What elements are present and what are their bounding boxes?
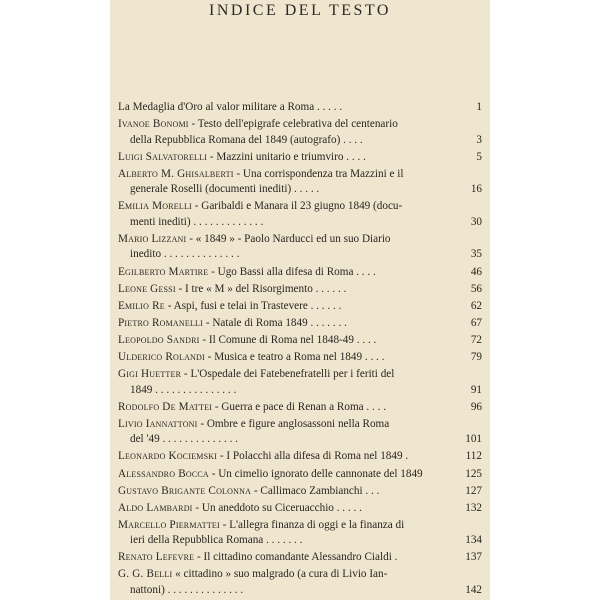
toc-entry-author: Aldo Lambardi (118, 501, 193, 514)
toc-entry-author: Emilio Re (118, 299, 165, 312)
toc-entry-author: G. G. Belli (118, 568, 173, 581)
toc-entry-page-number: 67 (470, 316, 482, 329)
toc-entry (118, 484, 482, 500)
toc-entry-title-text: - « 1849 » - Paolo Narducci ed un suo Diario (186, 232, 391, 245)
book-page (110, 0, 490, 600)
toc-entry-title-text: - Aspi, fusi e telai in Trastevere . . . . . . (164, 299, 342, 312)
toc-entry (118, 550, 482, 566)
toc-entry-page-number: 16 (470, 183, 482, 196)
toc-entry-title-text: « cittadino » suo malgrado (a cura di Livio Ian- (172, 568, 388, 581)
toc-entry-page-number: 142 (465, 583, 482, 596)
toc-entry-page-number: 79 (470, 351, 482, 364)
toc-entry-title-text: - Ugo Bassi alla difesa di Roma . . . . (208, 265, 376, 278)
toc-entry-author: Gustavo Brigante Colonna (118, 484, 252, 497)
toc-entry-title-text: La Medaglia d'Oro al valor militare a Roma . . . . . (118, 101, 343, 113)
toc-entry-first-line (118, 484, 482, 500)
toc-entry-page-number: 125 (465, 467, 482, 480)
toc-entry-first-line (118, 117, 482, 133)
toc-entry-title-text: - Mazzini unitario e triumviro . . . . (207, 150, 366, 163)
toc-entry-title-text: - Testo dell'epigrafe celebrativa del centenario (188, 118, 398, 131)
toc-entry-title-text: 1849 . . . . . . . . . . . . . . . (130, 383, 237, 396)
toc-entry-first-line (118, 417, 482, 433)
toc-entry (118, 367, 482, 398)
toc-entry-page-number: 56 (470, 282, 482, 295)
toc-entry-author: Pietro Romanelli (118, 316, 204, 329)
toc-entry-author: Luigi Salvatorelli (118, 150, 208, 163)
toc-entry-page-number: 101 (465, 433, 482, 446)
toc-entry-page-number: 5 (476, 150, 482, 163)
toc-entry-first-line (118, 316, 482, 332)
toc-entry-first-line (118, 550, 482, 566)
toc-entry-page-number: 72 (470, 333, 482, 346)
toc-entry-author: Emilia Morelli (118, 200, 192, 213)
toc-entry (118, 467, 482, 483)
toc-entry-first-line (118, 265, 482, 281)
toc-entry-first-line (118, 167, 482, 183)
toc-entry-first-line (118, 282, 482, 298)
toc-entry-page-number: 62 (470, 299, 482, 312)
toc-entry (118, 282, 482, 298)
toc-entry-page-number: 1 (476, 101, 482, 113)
toc-entry-first-line (118, 199, 482, 215)
toc-entry-first-line (118, 333, 482, 349)
toc-entry (118, 501, 482, 517)
toc-entry-title-text: della Repubblica Romana del 1849 (autografo) . . . . (130, 133, 363, 146)
toc-entry-author: Egilberto Martire (118, 265, 209, 278)
toc-entry-title-text: - I tre « M » del Risorgimento . . . . . . (175, 282, 347, 295)
toc-entry-page-number: 3 (476, 133, 482, 146)
toc-entry-author: Leonardo Kociemski (118, 450, 218, 463)
toc-entry-title-text: - Un aneddoto su Ciceruacchio . . . . . (192, 501, 362, 514)
toc-entry-title-text: - Garibaldi e Manara il 23 giugno 1849 (docu- (191, 200, 403, 213)
toc-entry-page-number: 46 (470, 265, 482, 278)
toc-entry (118, 449, 482, 465)
toc-entry-page-number: 132 (465, 501, 482, 514)
toc-entry (118, 199, 482, 230)
toc-entry-author: Rodolfo De Mattei (118, 400, 213, 413)
toc-entry-author: Ulderico Rolandi (118, 351, 205, 364)
toc-entry (118, 299, 482, 315)
toc-entry-author: Alberto M. Ghisalberti (118, 167, 234, 180)
toc-entry-author: Livio Iannattoni (118, 417, 198, 430)
toc-entry-author: Leopoldo Sandri (118, 333, 200, 346)
toc-entry-title-text: - L'allegra finanza di oggi e la finanza di (219, 518, 405, 531)
toc-entry (118, 232, 482, 263)
toc-entry-page-number: 134 (465, 534, 482, 547)
toc-entry-continuation-line (118, 247, 482, 263)
toc-entry-title-text: - Il Comune di Roma nel 1848-49 . . . . (199, 333, 377, 346)
toc-entry-page-number: 96 (470, 400, 482, 413)
toc-entry (118, 567, 482, 598)
toc-entry-page-number: 127 (465, 484, 482, 497)
toc-entry (118, 167, 482, 198)
page-title: INDICE DEL TESTO (209, 2, 391, 19)
toc-entry-first-line (118, 518, 482, 534)
toc-entry-page-number: 35 (470, 248, 482, 261)
toc-entry-continuation-line (118, 182, 482, 198)
table-of-contents (118, 100, 482, 600)
toc-entry-continuation-line (118, 583, 482, 599)
toc-entry (118, 350, 482, 366)
toc-entry-title-text: - Callimaco Zambianchi . . . (251, 484, 380, 497)
toc-entry-author: Leone Gessi (118, 282, 176, 295)
toc-entry-title-text: generale Roselli (documenti inediti) . . . . . (130, 183, 320, 196)
toc-entry-first-line (118, 367, 482, 383)
toc-entry-title-text: - Il cittadino comandante Alessandro Cialdi . (194, 551, 398, 564)
toc-entry-title-text: - Guerra e pace di Renan a Roma . . . . (212, 400, 386, 413)
toc-entry-title-text: - Un cimelio ignorato delle cannonate del 1849 (208, 467, 423, 480)
toc-entry-continuation-line (118, 215, 482, 231)
toc-entry (118, 417, 482, 448)
toc-entry-first-line (118, 100, 482, 116)
toc-entry-author: Marcello Piermattei (118, 518, 220, 531)
toc-entry-page-number: 30 (470, 215, 482, 228)
toc-entry-title-text: menti inediti) . . . . . . . . . . . . . (130, 215, 264, 228)
toc-entry-continuation-line (118, 133, 482, 149)
toc-entry (118, 400, 482, 416)
toc-entry-title-text: nattoni) . . . . . . . . . . . . . . (130, 583, 244, 596)
toc-entry-title-text: - Ombre e figure anglosassoni nella Roma (197, 417, 390, 430)
toc-entry-continuation-line (118, 383, 482, 399)
toc-entry (118, 100, 482, 116)
toc-entry-title-text: - Musica e teatro a Roma nel 1849 . . . . (204, 351, 385, 364)
toc-entry-first-line (118, 467, 482, 483)
toc-entry-page-number: 137 (465, 551, 482, 564)
toc-entry-first-line (118, 350, 482, 366)
toc-entry-title-text: inedito . . . . . . . . . . . . . . (130, 248, 240, 261)
toc-entry-author: Gigi Huetter (118, 368, 182, 381)
toc-entry-title-text: - Natale di Roma 1849 . . . . . . . (203, 316, 347, 329)
toc-entry-continuation-line (118, 533, 482, 549)
toc-entry (118, 333, 482, 349)
toc-entry-author: Alessandro Bocca (118, 467, 209, 480)
toc-entry-continuation-line (118, 432, 482, 448)
toc-entry-author: Ivanoe Bonomi (118, 118, 189, 131)
toc-entry-first-line (118, 299, 482, 315)
toc-entry-author: Mario Lizzani (118, 232, 187, 245)
toc-entry-first-line (118, 449, 482, 465)
toc-entry-page-number: 91 (470, 383, 482, 396)
toc-entry-title-text: - Una corrispondenza tra Mazzini e il (233, 167, 404, 180)
toc-entry-first-line (118, 400, 482, 416)
toc-entry-title-text: - L'Ospedale dei Fatebenefratelli per i feriti del (181, 368, 395, 381)
toc-entry-author: Renato Lefevre (118, 551, 195, 564)
toc-entry (118, 518, 482, 549)
toc-entry-title-text: del '49 . . . . . . . . . . . . . . (130, 433, 238, 446)
toc-entry-first-line (118, 567, 482, 583)
toc-entry-page-number: 112 (465, 450, 482, 463)
toc-entry (118, 316, 482, 332)
toc-entry-first-line (118, 150, 482, 166)
toc-entry-title-text: ieri della Repubblica Romana . . . . . . . (130, 534, 303, 547)
toc-entry-first-line (118, 501, 482, 517)
toc-entry-title-text: - I Polacchi alla difesa di Roma nel 1849 . (217, 450, 409, 463)
toc-entry (118, 150, 482, 166)
toc-entry (118, 117, 482, 148)
toc-entry-first-line (118, 232, 482, 248)
toc-entry (118, 265, 482, 281)
